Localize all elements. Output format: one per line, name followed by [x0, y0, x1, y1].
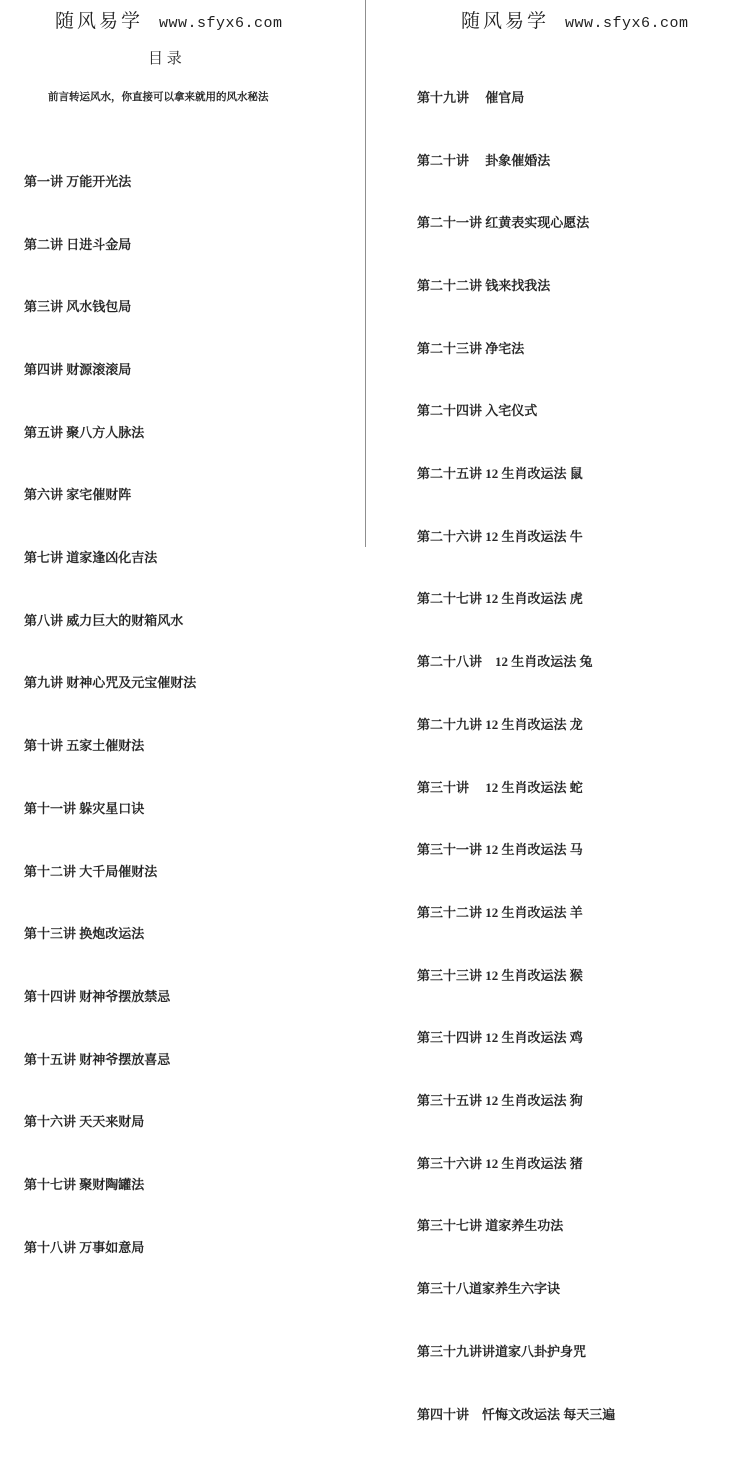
toc-item: 第三十六讲 12 生肖改运法 猪 — [417, 1155, 583, 1171]
toc-item: 第四讲 财源滚滚局 — [24, 361, 132, 377]
page-header — [461, 6, 689, 33]
toc-item: 第九讲 财神心咒及元宝催财法 — [24, 675, 197, 691]
toc-item: 第十四讲 财神爷摆放禁忌 — [24, 988, 171, 1004]
toc-item: 第六讲 家宅催财阵 — [24, 487, 132, 503]
toc-item: 第十五讲 财神爷摆放喜忌 — [24, 1051, 171, 1067]
toc-item: 第三十讲 12 生肖改运法 蛇 — [417, 779, 583, 795]
site-brand: 随风易学 — [461, 11, 550, 32]
toc-list-left — [24, 130, 196, 1300]
toc-item: 第三十九讲讲道家八卦护身咒 — [417, 1343, 587, 1359]
toc-item: 第二十九讲 12 生肖改运法 龙 — [417, 716, 583, 732]
toc-item: 第十九讲 催官局 — [417, 89, 525, 105]
toc-item: 第二十三讲 净宅法 — [417, 340, 525, 356]
toc-item: 第十七讲 聚财陶罐法 — [24, 1177, 145, 1193]
toc-item: 第二十讲 卦象催婚法 — [417, 152, 551, 168]
site-brand: 随风易学 — [55, 11, 144, 32]
toc-item: 第二十六讲 12 生肖改运法 牛 — [417, 528, 583, 544]
toc-item: 第十二讲 大千局催财法 — [24, 863, 158, 879]
toc-item: 第二十五讲 12 生肖改运法 鼠 — [417, 466, 583, 482]
toc-subtitle: 前言转运风水，你直接可以拿来就用的风水秘法 — [48, 92, 269, 103]
toc-item: 第八讲 威力巨大的财箱风水 — [24, 612, 184, 628]
toc-item: 第三十一讲 12 生肖改运法 马 — [417, 842, 583, 858]
toc-page-left — [0, 0, 365, 1255]
site-url: www.sfyx6.com — [159, 15, 283, 32]
toc-item: 第五讲 聚八方人脉法 — [24, 424, 145, 440]
toc-item: 第二十二讲 钱来找我法 — [417, 277, 551, 293]
toc-item: 第三十三讲 12 生肖改运法 猴 — [417, 967, 583, 983]
toc-item: 第二十八讲 12 生肖改运法 兔 — [417, 654, 593, 670]
site-url: www.sfyx6.com — [565, 15, 689, 32]
toc-item: 第三十四讲 12 生肖改运法 鸡 — [417, 1030, 583, 1046]
toc-item: 第三十八道家养生六字诀 — [417, 1281, 561, 1297]
toc-list-right — [417, 46, 615, 1467]
toc-item: 第三十二讲 12 生肖改运法 羊 — [417, 904, 583, 920]
toc-item: 第四十讲 忏悔文改运法 每天三遍 — [417, 1406, 616, 1422]
toc-item: 第二十一讲 红黄表实现心愿法 — [417, 215, 590, 231]
toc-page-right — [366, 0, 734, 1422]
toc-item: 第二十四讲 入宅仪式 — [417, 403, 538, 419]
toc-item: 第二讲 日进斗金局 — [24, 236, 132, 252]
toc-item: 第十六讲 天天来财局 — [24, 1114, 145, 1130]
toc-item: 第十讲 五家土催财法 — [24, 738, 145, 754]
toc-item: 第七讲 道家逢凶化吉法 — [24, 550, 158, 566]
toc-item: 第二十七讲 12 生肖改运法 虎 — [417, 591, 583, 607]
toc-item: 第三讲 风水钱包局 — [24, 299, 132, 315]
toc-item: 第十八讲 万事如意局 — [24, 1239, 145, 1255]
toc-item: 第十三讲 换炮改运法 — [24, 926, 145, 942]
page-header — [55, 6, 283, 33]
toc-item: 第一讲 万能开光法 — [24, 173, 132, 189]
toc-title: 目 录 — [148, 51, 182, 67]
toc-item: 第三十五讲 12 生肖改运法 狗 — [417, 1093, 583, 1109]
toc-item: 第三十七讲 道家养生功法 — [417, 1218, 564, 1234]
toc-item: 第十一讲 躲灾星口诀 — [24, 800, 145, 816]
